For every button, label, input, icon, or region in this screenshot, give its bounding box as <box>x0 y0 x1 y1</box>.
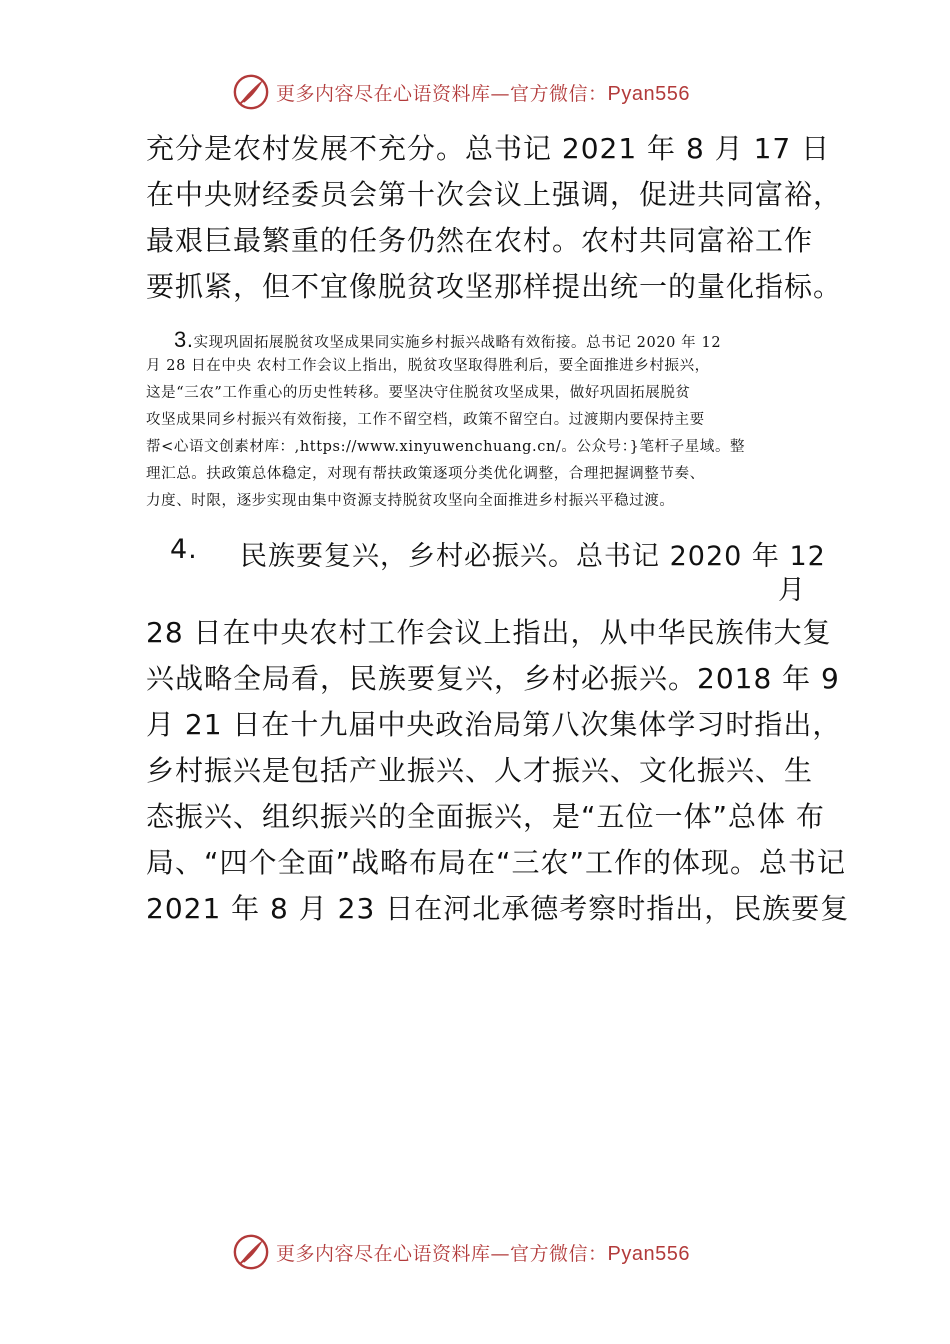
item3-line-6: 理汇总。扶政策总体稳定，对现有帮扶政策逐项分类优化调整，合理把握调整节奏、 <box>146 466 705 482</box>
header-banner <box>232 72 752 112</box>
item4-line-5: 态振兴、组织振兴的全面振兴，是“五位一体”总体 布 <box>146 800 825 833</box>
item4-line-6: 局、“四个全面”战略布局在“三农”工作的体现。总书记 <box>146 846 847 879</box>
header-wechat-id: Pyan556 <box>607 82 690 105</box>
item4-line-7: 2021 年 8 月 23 日在河北承德考察时指出，民族要复 <box>146 892 850 925</box>
para-top-line-4: 要抓紧，但不宜像脱贫攻坚那样提出统一的量化指标。 <box>146 270 843 303</box>
item4-number: 4. <box>170 534 198 565</box>
item3-line-7: 力度、时限，逐步实现由集中资源支持脱贫攻坚向全面推进乡村振兴平稳过渡。 <box>146 493 675 509</box>
footer-text: 更多内容尽在心语资料库—官方微信：Pyan556 <box>276 1242 690 1265</box>
quill-logo-icon <box>232 1233 270 1271</box>
footer-banner <box>232 1232 752 1272</box>
para-top-line-2: 在中央财经委员会第十次会议上强调，促进共同富裕， <box>146 178 843 211</box>
item4-line-3: 月 21 日在十九届中央政治局第八次集体学习时指出， <box>146 708 842 741</box>
item4-line-2: 兴战略全局看，民族要复兴，乡村必振兴。2018 年 9 <box>146 662 840 695</box>
item3-line-2: 月 28 日在中央 农村工作会议上指出，脱贫攻坚取得胜利后，要全面推进乡村振兴， <box>146 358 710 374</box>
para-top-line-1: 充分是农村发展不充分。总书记 2021 年 8 月 17 日 <box>146 132 831 165</box>
item3-line-3: 这是“三农”工作重心的历史性转移。要坚决守住脱贫攻坚成果，做好巩固拓展脱贫 <box>146 385 691 401</box>
footer-wechat-id: Pyan556 <box>607 1242 690 1265</box>
item4-line-1: 28 日在中央农村工作会议上指出，从中华民族伟大复 <box>146 616 832 649</box>
item3-line-4: 攻坚成果同乡村振兴有效衔接，工作不留空档，政策不留空白。过渡期内要保持主要 <box>146 412 705 428</box>
para-top-line-3: 最艰巨最繁重的任务仍然在农村。农村共同富裕工作 <box>146 224 814 257</box>
item4-line-4: 乡村振兴是包括产业振兴、人才振兴、文化振兴、生 <box>146 754 814 787</box>
item4-heading-month: 月 <box>778 575 806 606</box>
item3-number: 3. <box>174 327 194 352</box>
item4-heading: 民族要复兴，乡村必振兴。总书记 2020 年 12 <box>240 541 826 572</box>
item3-line-1: 3.实现巩固拓展脱贫攻坚成果同实施乡村振兴战略有效衔接。总书记 2020 年 12 <box>174 327 722 352</box>
item3-line-5: 帮<心语文创素材库：,https://www.xinyuwenchuang.cn/。公众号：}笔杆子星域。整 <box>146 439 746 455</box>
header-text: 更多内容尽在心语资料库—官方微信：Pyan556 <box>276 82 690 105</box>
quill-logo-icon <box>232 73 270 111</box>
